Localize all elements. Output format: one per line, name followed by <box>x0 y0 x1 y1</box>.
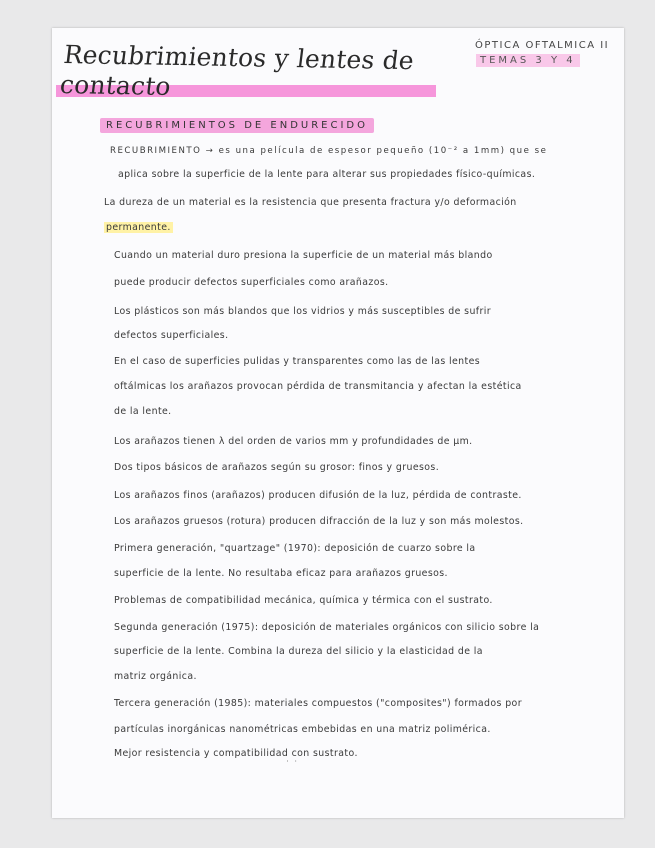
note-line: matriz orgánica. <box>114 671 197 682</box>
note-line: Dos tipos básicos de arañazos según su grosor: finos y gruesos. <box>114 462 440 473</box>
note-line: partículas inorgánicas nanométricas embebidas en una matriz polimérica. <box>114 724 491 735</box>
note-line: superficie de la lente. Combina la dureza del silicio y la elasticidad de la <box>114 646 483 657</box>
note-line: Problemas de compatibilidad mecánica, química y térmica con el sustrato. <box>114 595 493 606</box>
note-line: defectos superficiales. <box>114 330 229 341</box>
note-line: oftálmicas los arañazos provocan pérdida de transmitancia y afectan la estética <box>114 381 522 392</box>
note-line: Los arañazos gruesos (rotura) producen difracción de la luz y son más molestos. <box>114 516 524 527</box>
note-line: RECUBRIMIENTO → es una película de espesor pequeño (10⁻² a 1mm) que se <box>110 146 548 156</box>
note-line: Mejor resistencia y compatibilidad con sustrato. <box>114 748 358 759</box>
note-line: superficie de la lente. No resultaba eficaz para arañazos gruesos. <box>114 568 448 579</box>
note-line: aplica sobre la superficie de la lente para alterar sus propiedades físico-químicas. <box>118 169 536 180</box>
note-line: Los arañazos tienen λ del orden de varios mm y profundidades de µm. <box>114 436 473 447</box>
note-line: Los plásticos son más blandos que los vidrios y más susceptibles de sufrir <box>114 306 492 317</box>
section-heading: RECUBRIMIENTOS DE ENDURECIDO <box>100 118 374 133</box>
note-line: Cuando un material duro presiona la superficie de un material más blando <box>114 250 493 261</box>
topics-label: TEMAS 3 Y 4 <box>476 54 580 67</box>
note-line: de la lente. <box>114 406 172 417</box>
page-title: Recubrimientos y lentes de contacto <box>58 40 416 101</box>
title-block <box>58 40 452 101</box>
pen-marks: ˙ ˙ <box>285 760 299 771</box>
note-line: Primera generación, "quartzage" (1970): deposición de cuarzo sobre la <box>114 543 476 554</box>
note-line: La dureza de un material es la resistencia que presenta fractura y/o deformación <box>104 197 517 208</box>
note-line: puede producir defectos superficiales como arañazos. <box>114 277 389 288</box>
note-line: En el caso de superficies pulidas y transparentes como las de las lentes <box>114 356 481 367</box>
note-line: Segunda generación (1975): deposición de materiales orgánicos con silicio sobre la <box>114 622 540 633</box>
note-line: Tercera generación (1985): materiales compuestos ("composites") formados por <box>114 698 522 709</box>
note-line: Los arañazos finos (arañazos) producen difusión de la luz, pérdida de contraste. <box>114 490 522 501</box>
course-label: ÓPTICA OFTALMICA II <box>475 40 610 51</box>
note-line: permanente. <box>106 222 171 233</box>
